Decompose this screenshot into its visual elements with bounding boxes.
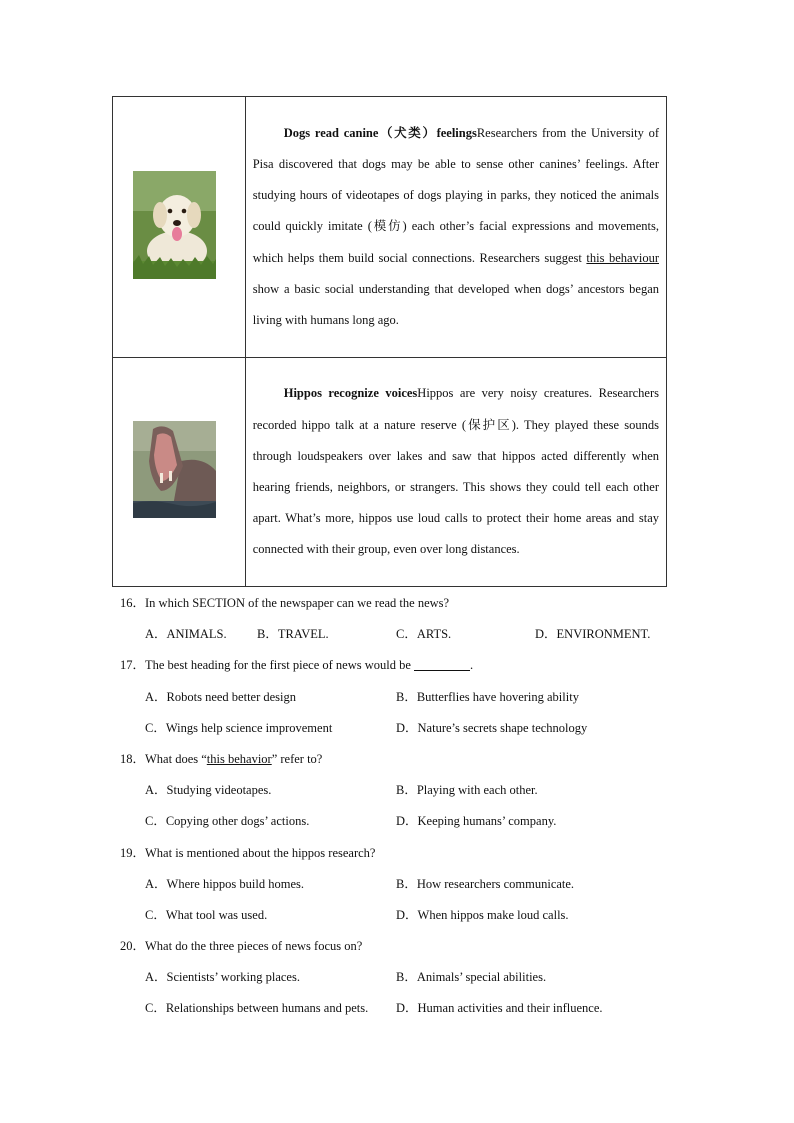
question-16-option-b[interactable]: B．TRAVEL. bbox=[257, 627, 329, 642]
question-18-stem bbox=[120, 744, 680, 775]
question-19-stem: 19．What is mentioned about the hippos research? bbox=[120, 845, 376, 860]
question-17-stem-part-2: . bbox=[470, 658, 474, 673]
hippos-body: Hippos are very noisy creatures. Researchers recorded hippo talk at a nature reserve (保护区). They played these sounds through loudspeakers over lakes and saw that hippos acted differently when hearing friends, neighbors, or strangers. This shows they could tell each other apart. What’s more, hippos use loud calls to protect their home areas and stay connected with their group, even over long distances. bbox=[252, 386, 659, 557]
question-17-option-b[interactable]: B．Butterflies have hovering ability bbox=[396, 689, 579, 704]
dogs-news-text bbox=[245, 97, 666, 358]
dogs-headline: Dogs read canine（犬类）feelings bbox=[283, 125, 477, 140]
questions-section bbox=[120, 588, 680, 1025]
news-row-hippos bbox=[113, 358, 667, 587]
question-20-option-a[interactable]: A．Scientists’ working places. bbox=[145, 970, 300, 985]
dog-photo bbox=[133, 171, 216, 279]
question-20-option-b[interactable]: B．Animals’ special abilities. bbox=[396, 970, 547, 985]
question-17-option-c[interactable]: C．Wings help science improvement bbox=[145, 720, 333, 735]
question-17-option-a[interactable]: A．Robots need better design bbox=[145, 689, 297, 704]
question-18-options-row-2 bbox=[120, 806, 680, 837]
question-20-options-row-2 bbox=[120, 993, 680, 1024]
labrador-dog-image bbox=[133, 171, 216, 279]
news-table bbox=[112, 96, 667, 587]
question-18-stem-part-1: 18．What does “ bbox=[120, 751, 207, 766]
question-17-option-d[interactable]: D．Nature’s secrets shape technology bbox=[396, 720, 588, 735]
question-20-option-d[interactable]: D．Human activities and their influence. bbox=[396, 1001, 603, 1016]
question-16-option-d[interactable]: D．ENVIRONMENT. bbox=[535, 627, 651, 642]
question-16-options bbox=[120, 619, 680, 650]
question-20-options-row-1 bbox=[120, 962, 680, 993]
question-19-option-b[interactable]: B．How researchers communicate. bbox=[396, 876, 575, 891]
question-19-option-c[interactable]: C．What tool was used. bbox=[145, 907, 268, 922]
hippo-image bbox=[133, 421, 216, 518]
dogs-underlined-phrase: this behaviour bbox=[586, 250, 659, 265]
question-18-stem-part-2: ” refer to? bbox=[271, 751, 323, 766]
question-18-option-a[interactable]: A．Studying videotapes. bbox=[145, 783, 272, 798]
question-19-options-row-2 bbox=[120, 900, 680, 931]
hippo-photo bbox=[133, 421, 216, 518]
hippo-image-cell bbox=[113, 358, 246, 587]
question-17-options-row-1 bbox=[120, 682, 680, 713]
dogs-body-part-1: Researchers from the University of Pisa discovered that dogs may be able to sense other canines’ feelings. After studying hours of videotapes of dogs playing in parks, they noticed the animals could quickly imitate (模仿) each other’s facial expressions and movements, which helps them build social connections. Researchers suggest bbox=[252, 125, 659, 265]
news-row-dogs bbox=[113, 97, 667, 358]
question-19-option-a[interactable]: A．Where hippos build homes. bbox=[145, 876, 305, 891]
question-18-underlined-phrase: this behavior bbox=[206, 751, 272, 766]
hippos-news-text bbox=[245, 358, 666, 587]
question-19-option-d[interactable]: D．When hippos make loud calls. bbox=[396, 907, 569, 922]
dogs-body-part-2: show a basic social understanding that developed when dogs’ ancestors began living with humans long ago. bbox=[252, 281, 659, 327]
question-17-stem bbox=[120, 650, 680, 681]
dog-image-cell bbox=[113, 97, 246, 358]
hippos-headline: Hippos recognize voices bbox=[283, 386, 418, 401]
question-19-options-row-1 bbox=[120, 869, 680, 900]
question-18-option-c[interactable]: C．Copying other dogs’ actions. bbox=[145, 814, 310, 829]
question-16-option-c[interactable]: C．ARTS. bbox=[396, 627, 452, 642]
question-18-options-row-1 bbox=[120, 775, 680, 806]
question-16-stem: 16．In which SECTION of the newspaper can we read the news? bbox=[120, 596, 450, 610]
question-20-option-c[interactable]: C．Relationships between humans and pets. bbox=[145, 1001, 369, 1016]
answer-blank bbox=[414, 658, 470, 671]
question-17-options-row-2 bbox=[120, 713, 680, 744]
question-20-stem: 20．What do the three pieces of news focus on? bbox=[120, 939, 363, 954]
question-16-option-a[interactable]: A．ANIMALS. bbox=[145, 627, 227, 642]
question-18-option-d[interactable]: D．Keeping humans’ company. bbox=[396, 814, 557, 829]
question-18-option-b[interactable]: B．Playing with each other. bbox=[396, 783, 538, 798]
question-17-stem-part-1: 17．The best heading for the first piece of news would be bbox=[120, 658, 415, 673]
